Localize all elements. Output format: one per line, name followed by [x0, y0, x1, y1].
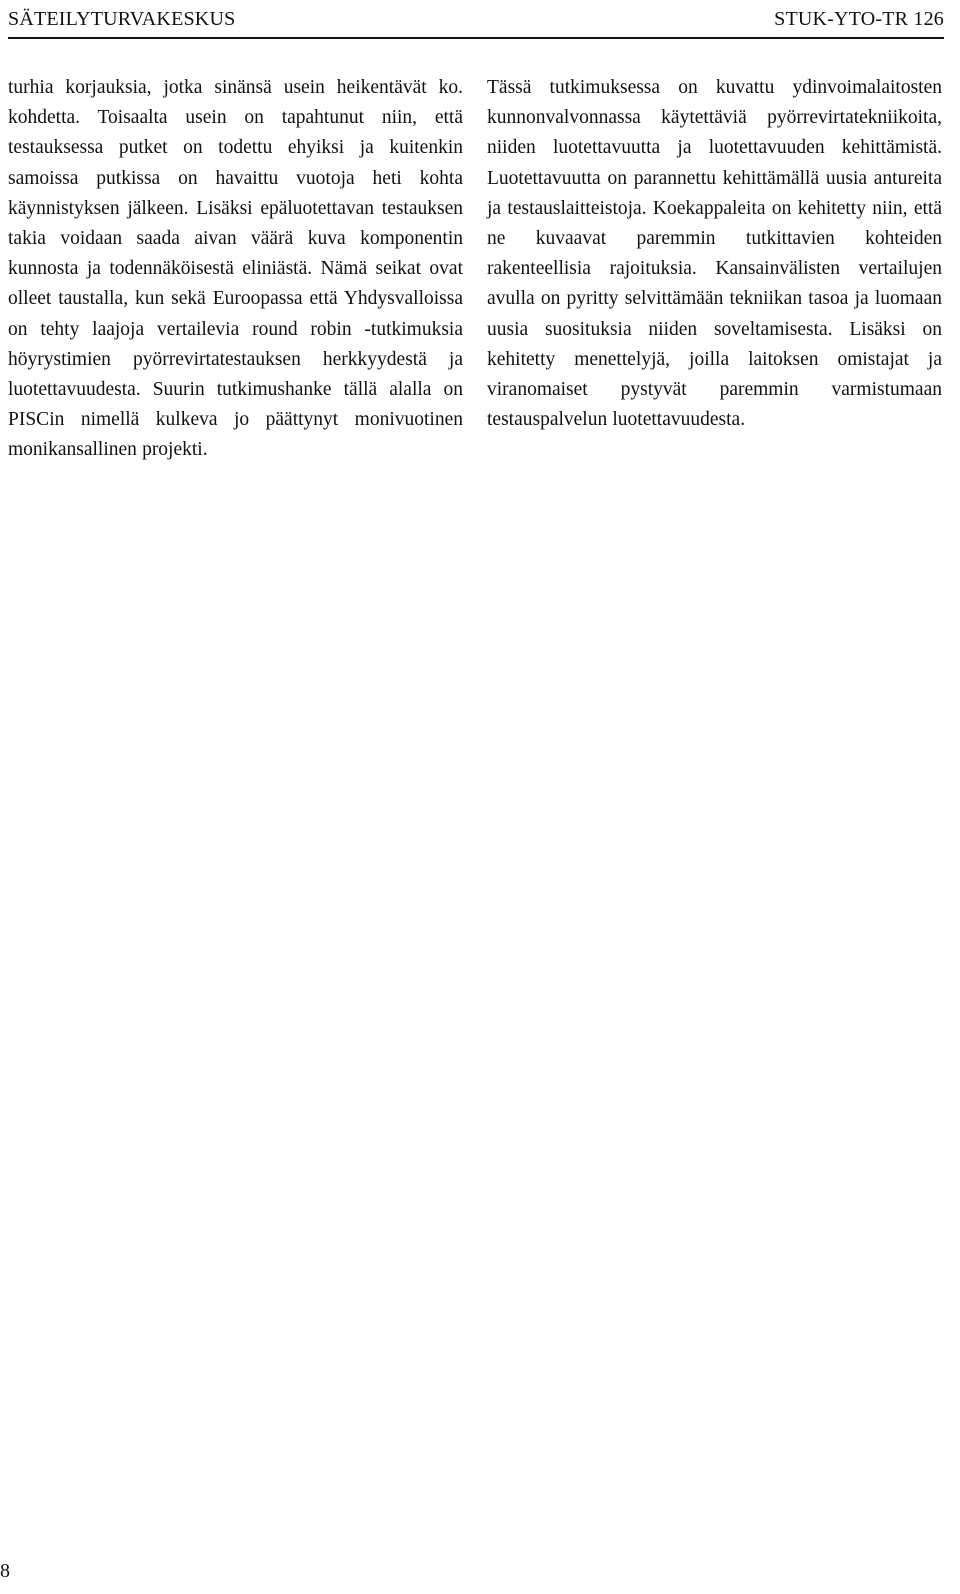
running-header: [8, 5, 944, 35]
organization-name: SÄTEILYTURVAKESKUS: [8, 8, 236, 30]
body-column-left: turhia korjauksia, jotka sinänsä usein heikentävät ko. kohdetta. Toisaalta usein on tapahtunut niin, että testauksessa putket on todettu ehyiksi ja kuitenkin samoissa putkissa on havaittu vuotoja heti kohta käynnistyksen jälkeen. Lisäksi epäluotettavan testauksen takia voidaan saada aivan väärä kuva komponentin kunnosta ja todennäköisestä eliniästä. Nämä seikat ovat olleet taustalla, kun sekä Euroopassa että Yhdysvalloissa on tehty laajoja vertailevia round robin -tutkimuksia höyrystimien pyörrevirtatestauksen herkkyydestä ja luotettavuudesta. Suurin tutkimushanke tällä alalla on PISCin nimellä kulkeva jo päättynyt monivuotinen monikansallinen projekti.: [8, 77, 463, 461]
header-rule: [8, 37, 944, 39]
report-number: STUK-YTO-TR 126: [774, 8, 944, 30]
page-number: 8: [0, 1560, 10, 1582]
body-column-right: Tässä tutkimuksessa on kuvattu ydinvoimalaitosten kunnonvalvonnassa käytettäviä pyörrevirtatekniikoita, niiden luotettavuutta ja luotettavuuden kehittämistä. Luotettavuutta on parannettu kehittämällä uusia antureita ja testauslaitteistoja. Koekappaleita on kehitetty niin, että ne kuvaavat paremmin tutkittavien kohteiden rakenteellisia rajoituksia. Kansainvälisten vertailujen avulla on pyritty selvittämään tekniikan tasoa ja luomaan uusia suosituksia niiden soveltamisesta. Lisäksi on kehitetty menettelyjä, joilla laitoksen omistajat ja viranomaiset pystyvät paremmin varmistumaan testauspalvelun luotettavuudesta.: [487, 77, 942, 431]
